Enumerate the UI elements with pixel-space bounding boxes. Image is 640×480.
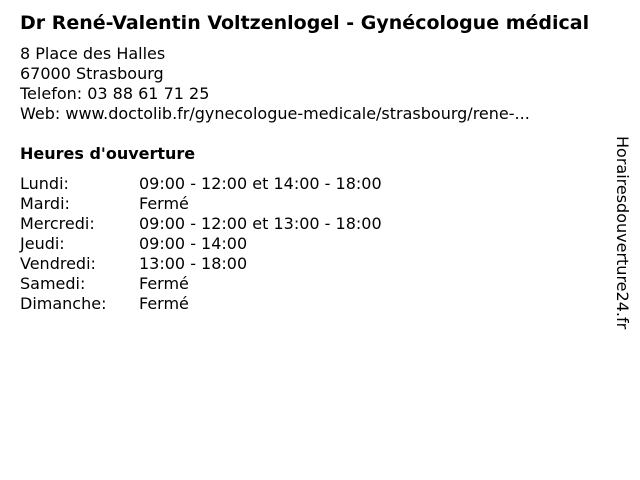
- phone-number: Telefon: 03 88 61 71 25: [20, 84, 210, 103]
- day-label: Dimanche:: [20, 294, 107, 313]
- website-link[interactable]: Web: www.doctolib.fr/gynecologue-medicale/strasbourg/rene-...: [20, 104, 530, 123]
- day-label: Vendredi:: [20, 254, 96, 273]
- time-value: Fermé: [139, 274, 189, 293]
- opening-hours-heading: Heures d'ouverture: [20, 144, 196, 163]
- time-value: 09:00 - 12:00 et 14:00 - 18:00: [139, 174, 382, 193]
- site-watermark: [610, 136, 634, 346]
- time-value: Fermé: [139, 294, 189, 313]
- city-address: 67000 Strasbourg: [20, 64, 164, 83]
- time-value: 13:00 - 18:00: [139, 254, 248, 273]
- time-value: 09:00 - 14:00: [139, 234, 248, 253]
- street-address: 8 Place des Halles: [20, 44, 166, 63]
- day-label: Mercredi:: [20, 214, 95, 233]
- time-value: Fermé: [139, 194, 189, 213]
- day-label: Samedi:: [20, 274, 86, 293]
- day-label: Mardi:: [20, 194, 70, 213]
- address-block: [20, 44, 530, 124]
- day-label: Lundi:: [20, 174, 69, 193]
- watermark-text: Horairesdouverture24.fr: [613, 136, 632, 330]
- time-value: 09:00 - 12:00 et 13:00 - 18:00: [139, 214, 382, 233]
- day-label: Jeudi:: [20, 234, 65, 253]
- page-title: Dr René-Valentin Voltzenlogel - Gynécologue médical: [20, 12, 590, 34]
